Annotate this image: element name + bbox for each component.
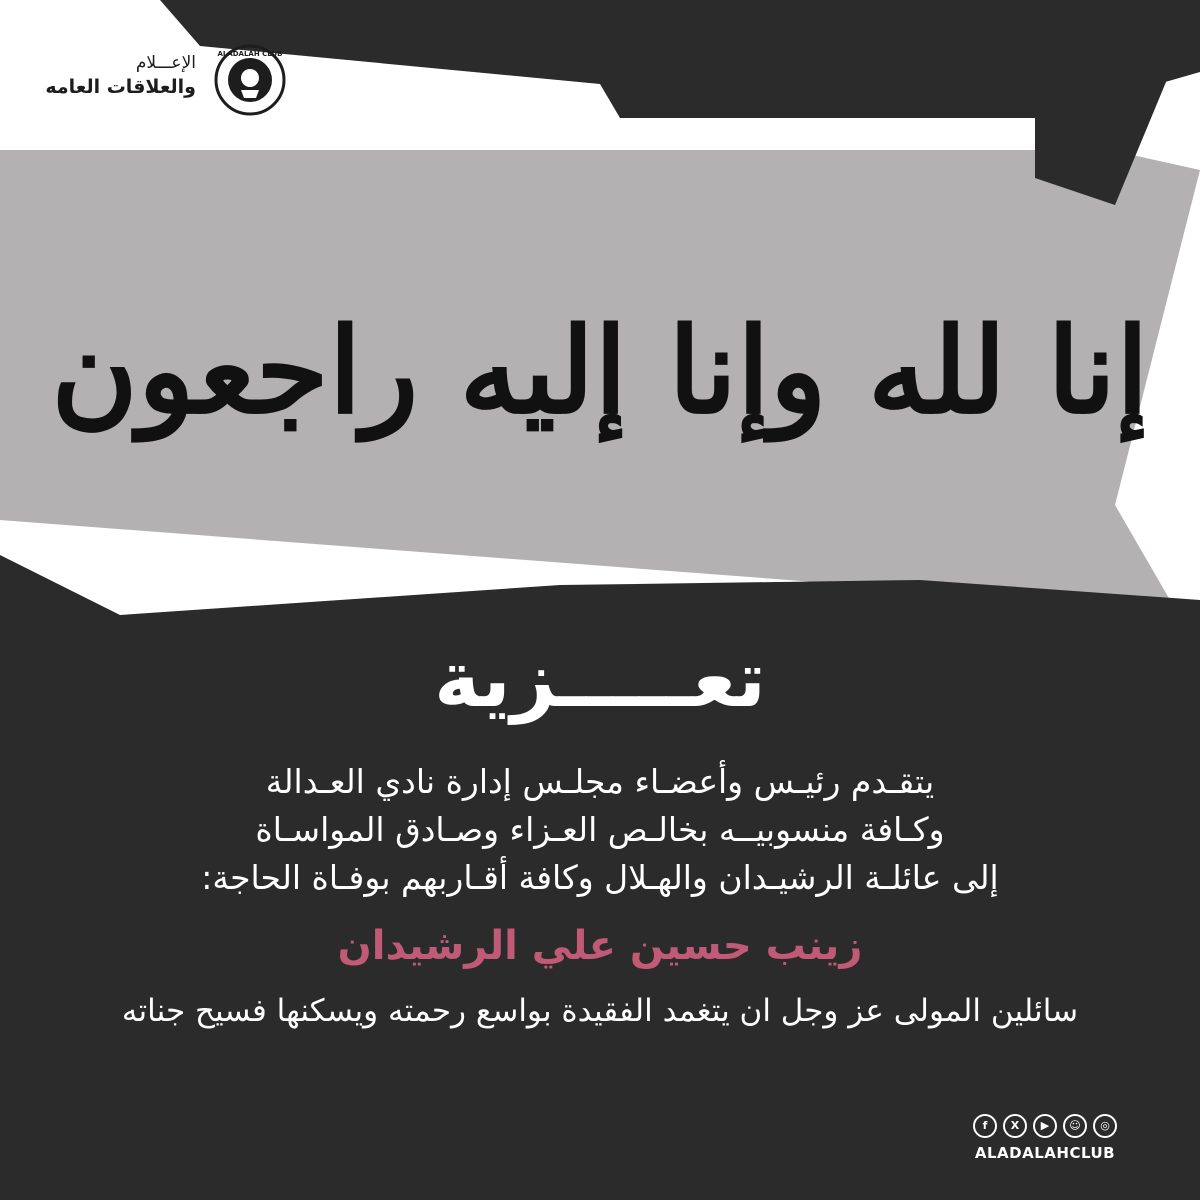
club-logo <box>214 44 286 116</box>
department-name <box>45 52 196 100</box>
deceased-name: زينب حسين علي الرشيدان <box>337 923 863 969</box>
social-icons <box>970 1114 1120 1138</box>
social-links <box>970 1114 1120 1162</box>
message-line-3: إلى عائلـة الرشيـدان والهـلال وكافة أقـاربهم بوفـاة الحاجة: <box>201 858 999 897</box>
department-line-2: والعلاقات العامه <box>45 76 196 98</box>
message-line-2: وكـافة منسوبيــه بخالـص العـزاء وصـادق المواسـاة <box>255 810 945 849</box>
calligraphy-verse <box>51 190 1149 550</box>
department-line-1: الإعـــلام <box>135 53 196 73</box>
calligraphy-text: إنا لله وإنا إليه راجعون <box>51 300 1149 440</box>
condolence-title: تعـــــزية <box>434 635 766 725</box>
header-brand <box>24 44 283 124</box>
youtube-icon[interactable]: ▶ <box>1033 1114 1057 1138</box>
snapchat-icon[interactable]: ☺ <box>1063 1114 1087 1138</box>
instagram-icon[interactable]: ◎ <box>1093 1114 1117 1138</box>
social-handle: ALADALAHCLUB <box>974 1144 1116 1162</box>
message-line-1: يتقـدم رئيـس وأعضـاء مجلـس إدارة نادي العـدالة <box>265 762 935 801</box>
facebook-icon[interactable]: f <box>973 1114 997 1138</box>
prayer-line: سائلين المولى عز وجل ان يتغمد الفقيدة بواسع رحمته ويسكنها فسيح جناته <box>121 993 1079 1029</box>
logo-text: ALADALAH CLUB <box>217 50 283 58</box>
condolence-message <box>0 758 1200 902</box>
x-icon[interactable]: X <box>1003 1114 1027 1138</box>
